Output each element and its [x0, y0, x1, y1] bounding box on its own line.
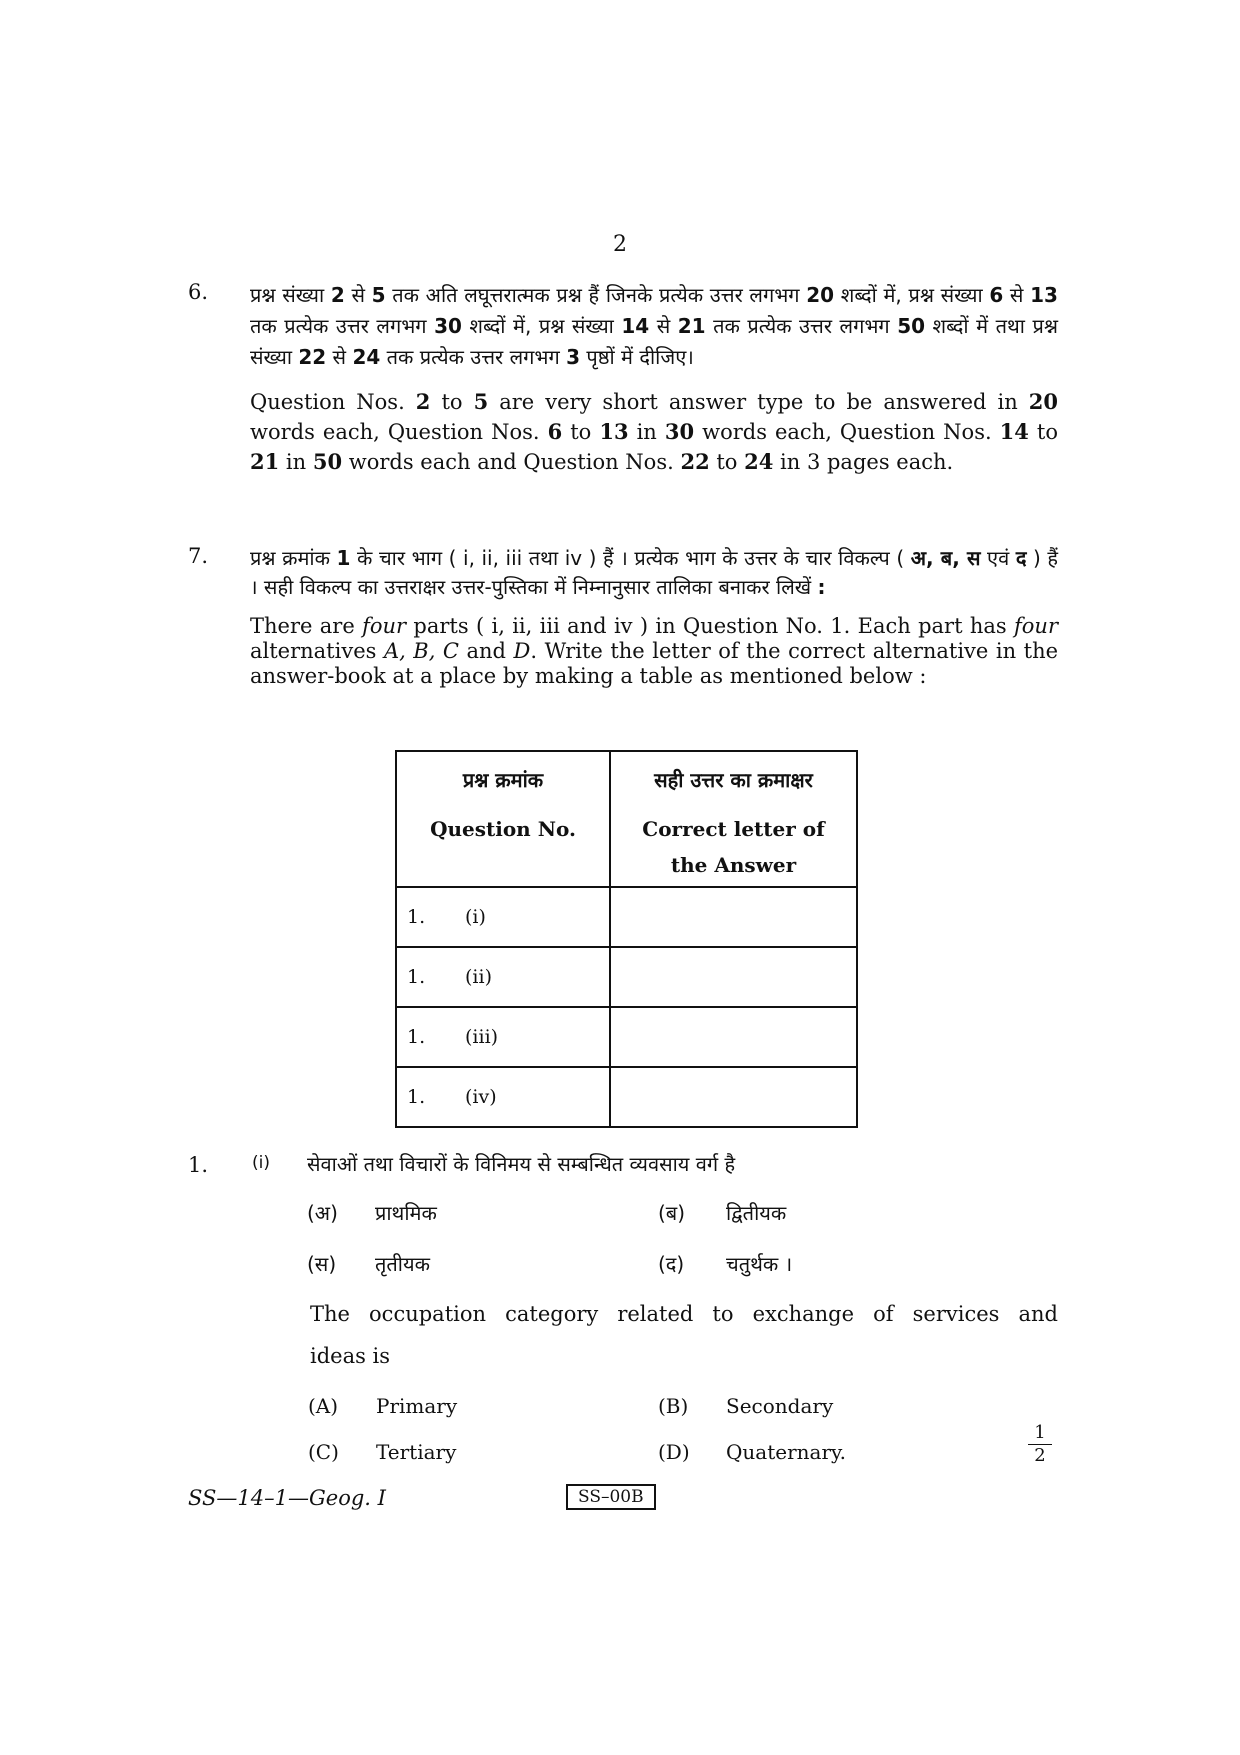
option-a-english: (A) Primary — [308, 1394, 458, 1418]
question-hindi: सेवाओं तथा विचारों के विनिमय से सम्बन्धित व्यवसाय वर्ग है — [307, 1152, 736, 1176]
answer-cell — [610, 1007, 857, 1067]
answer-cell — [610, 947, 857, 1007]
answer-cell — [610, 887, 857, 947]
option-d-english: (D) Quaternary. — [658, 1440, 846, 1464]
instruction-number: 6. — [188, 280, 209, 304]
option-a-hindi: (अ) प्राथमिक — [307, 1201, 437, 1225]
header-question-no: प्रश्न क्रमांक Question No. — [396, 751, 610, 887]
question-number: 1. — [188, 1153, 209, 1177]
answer-format-table — [395, 750, 858, 1128]
instruction-number: 7. — [188, 544, 209, 568]
instruction-7 — [188, 544, 1058, 689]
option-c-english: (C) Tertiary — [308, 1440, 457, 1464]
instruction-6-hindi: प्रश्न संख्या 2 से 5 तक अति लघूत्तरात्मक प्रश्न हैं जिनके प्रत्येक उत्तर लगभग 20 शब्दों में, प्रश्न संख्या 6 से 13 तक प्रत्येक उत्तर लगभग 30 शब्दों में, प्रश्न संख्या 14 से 21 तक प्रत्येक उत्तर लगभग 50 शब्दों में तथा प्रश्न संख्या 22 से 24 तक प्रत्येक उत्तर लगभग 3 पृष्ठों में दीजिए। — [250, 283, 1058, 369]
instruction-6 — [188, 280, 1058, 477]
answer-cell — [610, 1067, 857, 1127]
option-b-english: (B) Secondary — [658, 1394, 834, 1418]
paper-code: SS—14–1—Geog. I — [188, 1486, 386, 1510]
set-code-box: SS–00B — [566, 1484, 656, 1510]
instruction-7-english: There are four parts ( i, ii, iii and iv ) in Question No. 1. Each part has four alternatives A, B, C and D. Write the letter of the correct alternative in the answer-book at a place by making a table as mentioned below : — [250, 614, 1059, 688]
table-row: 1. (iv) — [396, 1067, 857, 1127]
option-c-hindi: (स) तृतीयक — [307, 1252, 430, 1276]
question-english-line2: ideas is — [310, 1344, 391, 1368]
option-b-hindi: (ब) द्वितीयक — [658, 1201, 787, 1225]
marks-fraction: 1 2 — [1028, 1423, 1052, 1466]
header-correct-letter: सही उत्तर का क्रमाक्षर Correct letter of the Answer — [610, 751, 857, 887]
table-row: 1. (iii) — [396, 1007, 857, 1067]
table-row: 1. (i) — [396, 887, 857, 947]
page-number: 2 — [613, 232, 627, 257]
question-part: (i) — [252, 1153, 270, 1173]
instruction-7-hindi: प्रश्न क्रमांक 1 के चार भाग ( i, ii, iii तथा iv ) हैं । प्रत्येक भाग के उत्तर के चार विकल्प ( अ, ब, स एवं द ) हैं । सही विकल्प का उत्तराक्षर उत्तर-पुस्तिका में निम्नानुसार तालिका बनाकर लिखें : — [250, 546, 1058, 599]
instruction-6-english: Question Nos. 2 to 5 are very short answer type to be answered in 20 words each, Question Nos. 6 to 13 in 30 words each, Question Nos. 14 to 21 in 50 words each and Question Nos. 22 to 24 in 3 pages each. — [250, 389, 1059, 474]
table-row: 1. (ii) — [396, 947, 857, 1007]
option-d-hindi: (द) चतुर्थक । — [658, 1252, 793, 1276]
question-english-line1: The occupation category related to exchange of services and — [310, 1302, 1058, 1326]
